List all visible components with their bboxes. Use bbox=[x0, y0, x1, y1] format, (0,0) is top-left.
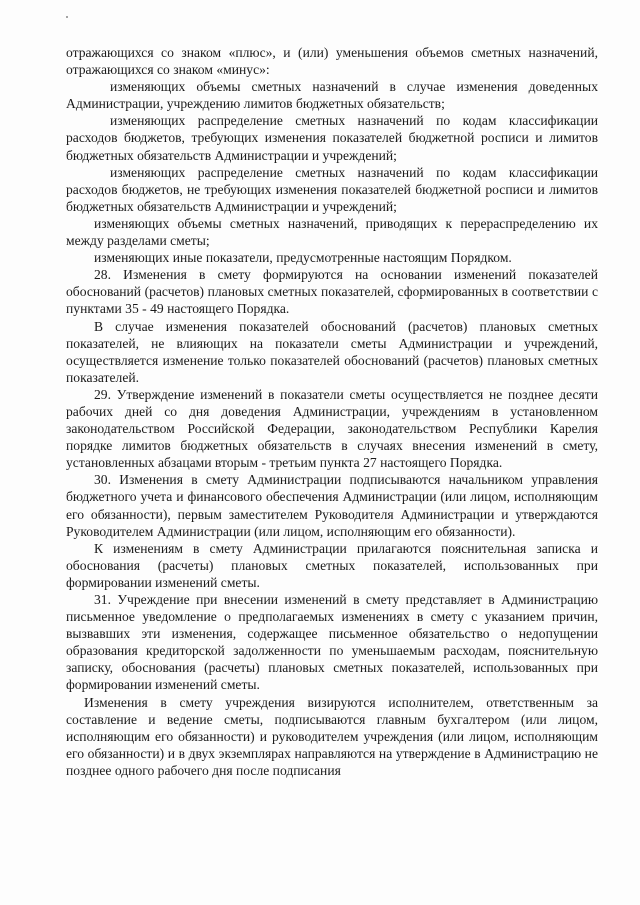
paragraph-10: К изменениям в смету Администрации прилагаются пояснительная записка и обоснования (расчеты) плановых сметных показателей, использованных при формировании изменений сметы. bbox=[66, 540, 598, 590]
scan-speck bbox=[66, 16, 68, 18]
paragraph-6: 28. Изменения в смету формируются на основании изменений показателей обоснований (расчетов) плановых сметных показателей, сформированных в соответствии с пунктами 35 - 49 настоящего Порядка. bbox=[66, 267, 598, 317]
document-body bbox=[66, 44, 598, 779]
paragraph-4: изменяющих объемы сметных назначений, приводящих к перераспределению их между разделами сметы; bbox=[66, 215, 598, 249]
paragraph-3: изменяющих распределение сметных назначений по кодам классификации расходов бюджетов, не требующих изменения показателей бюджетной росписи и лимитов бюджетных обязательств Администрации и учреждений; bbox=[66, 164, 598, 214]
paragraph-1: изменяющих объемы сметных назначений в случае изменения доведенных Администрации, учреждению лимитов бюджетных обязательств; bbox=[66, 79, 598, 112]
paragraph-2: изменяющих распределение сметных назначений по кодам классификации расходов бюджетов, требующих изменения показателей бюджетной росписи и лимитов бюджетных обязательств Администрации и учреждений; bbox=[66, 113, 598, 163]
paragraph-0: отражающихся со знаком «плюс», и (или) уменьшения объемов сметных назначений, отражающихся со знаком «минус»: bbox=[66, 45, 598, 78]
paragraph-12: Изменения в смету учреждения визируются исполнителем, ответственным за составление и ведение сметы, подписываются главным бухгалтером (или лицом, исполняющим его обязанности) и руководителем учреждения (или лицом, исполняющим его обязанности) и в двух экземплярах направляются на утверждение в Администрацию не позднее одного рабочего дня после подписания bbox=[66, 694, 598, 778]
paragraph-5: изменяющих иные показатели, предусмотренные настоящим Порядком. bbox=[94, 250, 512, 266]
paragraph-9: 30. Изменения в смету Администрации подписываются начальником управления бюджетного учета и финансового обеспечения Администрации (или лицом, исполняющим его обязанности), первым заместителем Руководителя Администрации и утверждаются Руководителем Администрации (или лицом, исполняющим его обязанности). bbox=[66, 472, 598, 539]
paragraph-7: В случае изменения показателей обоснований (расчетов) плановых сметных показателей, не влияющих на показатели сметы Администрации и учреждений, осуществляется изменение только показателей обоснований (расчетов) плановых сметных показателей. bbox=[66, 318, 598, 385]
paragraph-11: 31. Учреждение при внесении изменений в смету представляет в Администрацию письменное уведомление о предполагаемых изменениях в смету с указанием причин, вызвавших эти изменения, содержащее письменное обязательство о недопущении образования кредиторской задолженности по уменьшаемым расходам, пояснительную записку, обоснования (расчеты) плановых сметных показателей, использованных при формировании изменений сметы. bbox=[66, 592, 598, 693]
paragraph-8: 29. Утверждение изменений в показатели сметы осуществляется не позднее десяти рабочих дней со дня доведения Администрации, учреждениям в установленном законодательством Российской Федерации, законодательством Республики Карелия порядке лимитов бюджетных обязательств в случаях внесения изменений в смету, установленных абзацами вторым - третьим пункта 27 настоящего Порядка. bbox=[66, 386, 598, 471]
